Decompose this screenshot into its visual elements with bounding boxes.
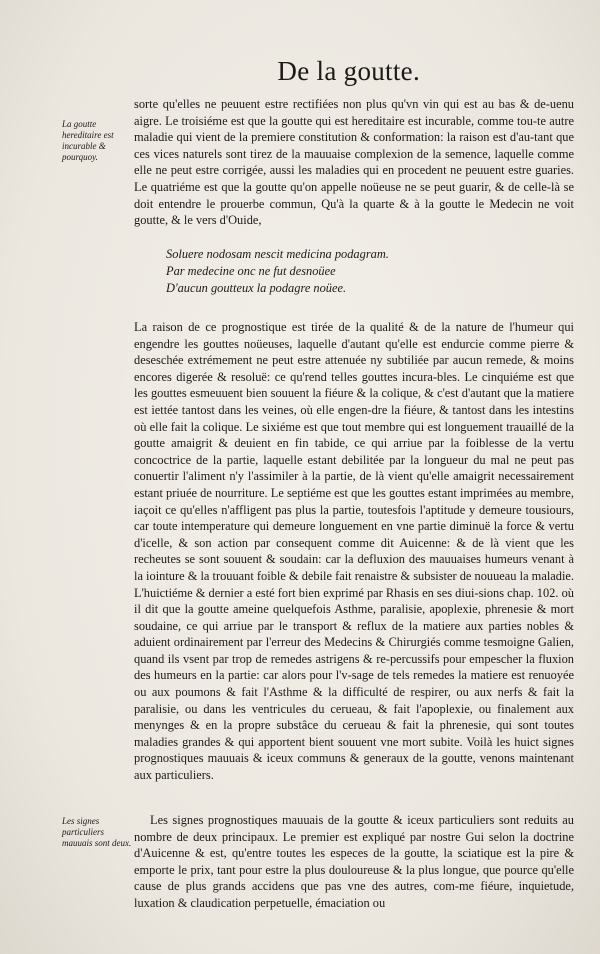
body-text-block-1 — [134, 96, 574, 229]
paragraph-1: sorte qu'elles ne peuuent estre rectifiées non plus qu'vn vin qui est au bas & de-uenu aigre. Le troisiéme est que la goutte qui est hereditaire est incurable, comme tou-te autre maladie qui vient de la premiere constitution & conformation: la raison est d'au-tant que ces vices naturels sont tirez de la mauuaise complexion de la semence, laquelle comme elle ne peut estre corrigée, aussi les maladies qui en procedent ne peuuent estre guaries. Le quatriéme est que la goutte qu'on appelle noüeuse ne se peut guarir, & de celle-là se doit entendre le prouerbe commun, Qu'à la quarte & à la goutte le Medecin ne voit goutte, & le vers d'Ouide, — [134, 97, 574, 228]
verse-line-1: Soluere nodosam nescit medicina podagram. — [166, 247, 389, 261]
paragraph-2: La raison de ce prognostique est tirée de la qualité & de la nature de l'humeur qui engendre les gouttes noüeuses, laquelle d'autant qu'elle est endurcie comme pierre & deseschée extrémement ne peut estre attenuée ny subtiliée par aucun remede, & moins encores digerée & resoluë: ce qu'rend telles gouttes incura-bles. Le cinquiéme est que les gouttes esmeuuent bien souuent la fiéure & la colique, & c'est d'autant que la matiere est iettée tantost dans les veines, où elle engen-dre la fiéure, & tantost dans les intestins où elle fait la colique. Le sixiéme est que tout membre qui est longuement trauaillé de la goutte amaigrit & deuient en fin tabide, ce qui arriue par la foiblesse de la vertu concoctrice de la partie, laquelle estant debilitée par la longueur du mal ne peut pas conuertir l'aliment n'y l'assimiler à la partie, de là vient qu'elle amaigrit necessairement estant priuée de nourriture. Le septiéme est que les gouttes estant imprimées au membre, iaçoit ce qu'elles n'affligent pas plus la partie, toutesfois l'aptitude y demeure tousiours, car toute intemperature qui demeure longuement en vne partie diminuë la force & vertu d'icelle, & son action par consequent comme dit Auicenne: & de là vient que les recheutes se sont souuent & soudain: car la defluxion des mauuaises humeurs venant à la iointure & la trouuant foible & debile fait renaistre & subsister de nouueau la maladie. L'huictiéme & dernier a esté fort bien exprimé par Rhasis en ses diui-sions chap. 102. où il dit que la goutte ameine quelquefois Asthme, paralisie, apoplexie, phrenesie & mort soudaine, ce qui arriue par le transport & reflux de la matiere aux parties nobles & aduient ordinairement par l'erreur des Medecins & Chirurgiés comme tesmoigne Galien, quand ils vsent par trop de remedes astrigens & re-percussifs pour empescher la fluxion des humeurs en la partie: car alors pour l'v-sage de tels remedes la matiere est renuoyée ou aux poumons & fait l'Asthme & la difficulté de respirer, ou aux nerfs & fait la paralisie, ou dans les ventricules du cerueau, & fait l'apoplexie, ou finalement aux menynges & en la propre substâce du cerueau & fait la phrenesie, qui sont toutes maladies grandes & qui apportent bient souuent vne mort subite. Voilà les huict signes prognostiques mauuais & iceux communs & generaux de la goutte, venons maintenant aux particuliers. — [134, 320, 574, 783]
margin-note-particular-signs: Les signes particuliers mauuais sont deux. — [62, 816, 132, 848]
ovid-verse — [166, 246, 546, 297]
body-text-block-3 — [134, 812, 574, 912]
margin-note-hereditary: La goutte hereditaire est incurable & pourquoy. — [62, 119, 114, 162]
verse-line-2: Par medecine onc ne fut desnoüee — [166, 264, 336, 278]
paragraph-3: Les signes prognostiques mauuais de la goutte & iceux particuliers sont reduits au nombre de deux principaux. Le premier est expliqué par nostre Gui selon la doctrine d'Auicenne & est, qu'entre toutes les especes de la goutte, la sciatique est la pire & emporte le prix, tant pour estre la plus douloureuse & la plus longue, que pource qu'elle cause de plus grands accidens que pas vne des autres, com-me fiéure, inquietude, luxation & claudication perpetuelle, émaciation ou — [134, 813, 574, 910]
body-text-block-2 — [134, 319, 574, 784]
verse-line-3: D'aucun goutteux la podagre noüee. — [166, 281, 347, 295]
page-title: De la goutte. — [277, 56, 420, 86]
